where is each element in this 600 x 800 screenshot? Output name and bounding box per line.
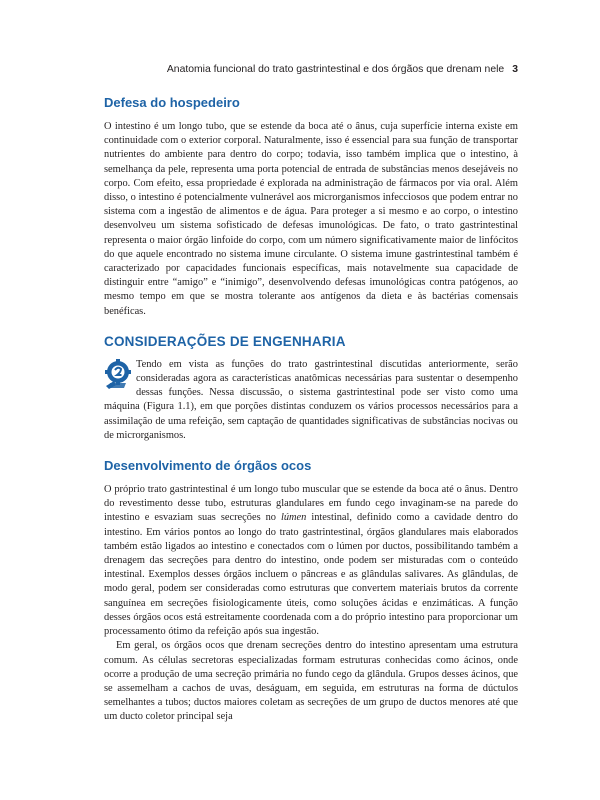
paragraph-hollow-organs-2: Em geral, os órgãos ocos que drenam secreções dentro do intestino apresentam uma estrutura comum. As células secretoras especializadas formam estruturas conhecidas como ácinos, onde ocorre a produção de uma secreção primária no fundo cego da glândula. Grupos desses ácinos, que se assemelham a cachos de uvas, deságuam, em seguida, em estruturas na forma de dúctulos semelhantes a tubos; ductos maiores coletam as secreções de um grupo de ductos menores até que um ducto coletor principal seja bbox=[104, 640, 518, 723]
paragraph-host-defense: O intestino é um longo tubo, que se estende da boca até o ânus, cuja superfície interna existe em continuidade com o exterior corporal. Naturalmente, isso é essencial para sua função de transportar nutrientes do ambiente para dentro do corpo; todavia, isso também implica que o intestino, à semelhança da pele, representa uma porta potencial de entrada de substâncias menos desejáveis no corpo. Com efeito, essa propriedade é explorada na administração de fármacos por via oral. Além disso, o intestino é potencialmente vulnerável aos microrganismos infecciosos que podem entrar no sistema com a ingestão de alimentos e de água. Para proteger a si mesmo e ao corpo, o intestino desenvolveu um sistema sofisticado de defesas imunológicas. De fato, o trato gastrintestinal representa o maior órgão linfoide do corpo, com um número significativamente maior de linfócitos do que aquele encontrado no sistema imune circulante. O sistema imune gastrintestinal também é caracterizado por capacidades funcionais específicas, mais notavelmente sua capacidade de distinguir entre “amigo” e “inimigo”, desenvolvendo defesas imunológicas contra patógenos, ao mesmo tempo em que se mostra tolerante aos antígenos da dieta e às bactérias comensais benéficas. bbox=[104, 121, 518, 317]
paragraph-hollow-organs-1-text: O próprio trato gastrintestinal é um longo tubo muscular que se estende da boca até o ânus. Dentro do revestimento desse tubo, estruturas glandulares em fundo cego invaginam-se na parede do intestino e esvaziam suas secreções no bbox=[104, 484, 518, 524]
page-number: 3 bbox=[512, 64, 518, 75]
paragraph-hollow-organs-1-text-cont: intestinal, definido como a cavidade dentro do intestino. Em vários pontos ao longo do trato gastrintestinal, órgãos glandulares mais elaborados também estão ligados ao intestino e conectados com o lúmen por ductos, possibilitando também a drenagem das secreções para dentro do intestino, onde podem ser misturadas com o conteúdo intestinal. Exemplos desses órgãos incluem o pâncreas e as glândulas salivares. As glândulas, de modo geral, podem ser consideradas como estruturas que convertem materiais brutos da corrente sanguínea em secreções fisiologicamente úteis, como soluções ácidas e enzimáticas. A função desses órgãos ocos está estreitamente coordenada com a do próprio intestino para proporcionar um processamento ótimo da refeição após sua ingestão. bbox=[104, 512, 518, 638]
subheading-hollow-organs: Desenvolvimento de órgãos ocos bbox=[104, 458, 312, 474]
lumen-term: lúmen bbox=[280, 512, 307, 524]
engineering-gear-icon bbox=[104, 359, 132, 389]
section-engineering bbox=[104, 334, 518, 443]
section-host-defense bbox=[104, 95, 518, 319]
page-body bbox=[104, 95, 518, 725]
paragraph-hollow-organs-1 bbox=[104, 483, 518, 639]
subheading-host-defense: Defesa do hospedeiro bbox=[104, 95, 240, 110]
section-heading-engineering: CONSIDERAÇÕES DE ENGENHARIA bbox=[104, 333, 346, 349]
section-hollow-organs bbox=[104, 458, 518, 724]
running-header bbox=[104, 64, 518, 75]
running-title: Anatomia funcional do trato gastrintestinal e dos órgãos que drenam nele bbox=[166, 64, 505, 75]
paragraph-engineering: Tendo em vista as funções do trato gastrintestinal discutidas anteriormente, serão consideradas agora as características anatômicas necessárias para sustentar o desempenho dessas funções. Nessa discussão, o sistema gastrintestinal pode ser visto como uma máquina (Figura 1.1), em que porções distintas conduzem os vários processos necessários para a assimilação de uma refeição, sem captação de quantidades significativas de substâncias nocivas ou de microrganismos. bbox=[104, 358, 518, 441]
